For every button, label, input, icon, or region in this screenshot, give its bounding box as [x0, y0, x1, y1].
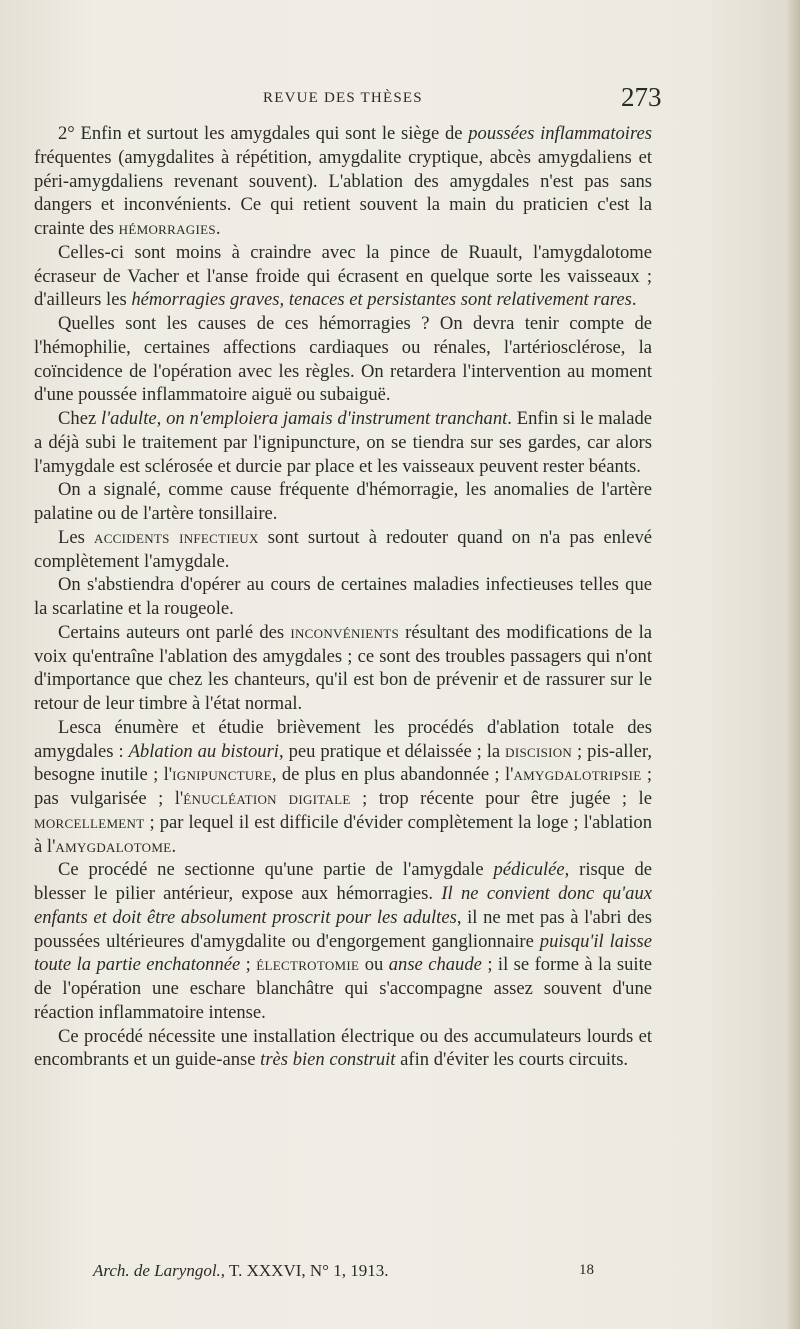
text-run: . Enfin si le malade a déjà subi le traitement par l'ignipuncture, on se tiendra sur ses gardes, car alors l'amygdale est sclérosée et durcie par place et les vaisseaux peuvent rester béants. — [34, 408, 652, 477]
italic-run: l'adulte, on n'emploiera jamais d'instrument tranchant — [101, 408, 508, 429]
smallcaps-run: électrotomie — [256, 954, 360, 976]
smallcaps-run: hémorragies — [118, 218, 216, 239]
text-run: . — [171, 835, 177, 857]
italic-run: pédiculée — [493, 859, 565, 881]
paragraph — [34, 478, 652, 526]
text-run: sont surtout à redouter quand on n'a pas enlevé complètement l'amygdale. — [34, 526, 652, 572]
text-run: , de plus en plus abandonnée ; l' — [271, 764, 514, 786]
smallcaps-run: discision — [505, 740, 573, 762]
paragraph — [34, 526, 652, 574]
paragraph — [34, 122, 652, 241]
text-run: . — [631, 289, 637, 311]
page-number: 273 — [621, 82, 662, 112]
italic-run: Il ne convient donc qu'aux enfants et doit être absolument proscrit pour les adultes — [34, 883, 652, 928]
italic-run: puisqu'il laisse toute la partie enchatonnée — [34, 930, 652, 976]
paragraph — [34, 573, 652, 621]
italic-run: hémorragies graves, tenaces et persistantes sont relativement rares — [131, 289, 632, 311]
smallcaps-run: amygdalotripsie — [513, 764, 642, 786]
smallcaps-run: accidents infectieux — [94, 526, 259, 548]
text-run: ; — [240, 954, 257, 976]
paragraph — [34, 1025, 652, 1073]
citation-volume: T. XXXVI, N° 1, 1913. — [225, 1261, 389, 1280]
text-run: , il ne met pas à l'abri des poussées ultérieures d'amygdalite ou d'engorgement ganglionnaire — [34, 906, 652, 952]
text-run: fréquentes (amygdalites à répétition, amygdalite cryptique, abcès amygdaliens et péri-amygdaliens revenant souvent). L'ablation des amygdales n'est pas sans dangers et inconvénients. Ce qui retient souvent la main du praticien c'est la crainte des — [34, 146, 652, 239]
italic-run: très bien construit — [260, 1049, 396, 1071]
paragraph — [34, 312, 652, 407]
text-run: Ce procédé nécessite une installation électrique ou des accumulateurs lourds et encombrants et un guide-anse — [34, 1025, 652, 1071]
italic-run: poussées inflammatoires — [468, 123, 652, 144]
text-run: Celles-ci sont moins à craindre avec la pince de Ruault, l'amygdalotome écraseur de Vacher et l'anse froide qui écrasent en quelque sorte les vaisseaux ; d'ailleurs les — [34, 241, 652, 311]
text-run: ou — [359, 954, 389, 976]
text-run: , peu pratique et délaissée ; la — [278, 740, 506, 762]
paragraph — [34, 407, 652, 478]
text-run: ; par lequel il est difficile d'évider complètement la loge ; l'ablation à l' — [34, 811, 652, 857]
text-run: Chez — [58, 408, 102, 429]
text-run: , risque de blesser le pilier antérieur, expose aux hémorragies. — [34, 859, 652, 904]
text-run: On s'abstiendra d'opérer au cours de certaines maladies infectieuses telles que la scarlatine et la rougeole. — [34, 574, 652, 619]
smallcaps-run: morcellement — [34, 811, 145, 833]
paragraph — [34, 241, 652, 312]
page-footer — [93, 1261, 613, 1281]
paragraph — [34, 716, 652, 859]
sheet-signature: 18 — [579, 1262, 594, 1278]
italic-run: Ablation au bistouri — [128, 740, 279, 762]
text-run: ; pas vulgarisée ; l' — [34, 764, 652, 809]
text-run: Certains auteurs ont parlé des — [58, 621, 291, 643]
paragraph — [34, 858, 652, 1024]
smallcaps-run: ignipuncture — [172, 764, 272, 786]
page-header — [0, 82, 800, 116]
text-run: Les — [58, 526, 94, 548]
text-run: ; pis-aller, besogne inutile ; l' — [34, 740, 652, 786]
citation-journal: Arch. de Laryngol., — [93, 1261, 226, 1280]
text-run: ; il se forme à la suite de l'opération une eschare blanchâtre qui s'accompagne assez souvent d'une réaction inflammatoire intense. — [34, 954, 652, 1023]
text-run: afin d'éviter les courts circuits. — [395, 1049, 629, 1071]
text-run: . — [215, 218, 221, 239]
text-run: On a signalé, comme cause fréquente d'hémorragie, les anomalies de l'artère palatine ou de l'artère tonsillaire. — [34, 479, 652, 524]
text-run: Quelles sont les causes de ces hémorragies ? On devra tenir compte de l'hémophilie, certaines affections cardiaques ou rénales, l'artériosclérose, la coïncidence de l'opération avec les règles. On retardera l'intervention au moment d'une poussée inflammatoire aiguë ou subaiguë. — [34, 313, 652, 406]
text-run: ; trop récente pour être jugée ; le — [350, 788, 652, 809]
paragraph — [34, 621, 652, 716]
text-run: résultant des modifications de la voix qu'entraîne l'ablation des amygdales ; ce sont des troubles passagers qui n'ont d'importance que chez les chanteurs, qu'il est bon de prévenir et de rassurer sur le retour de leur timbre à l'état normal. — [34, 621, 652, 714]
smallcaps-run: amygdalotome — [55, 835, 172, 857]
text-run: Ce procédé ne sectionne qu'une partie de l'amygdale — [58, 859, 494, 881]
article-body — [34, 122, 652, 1072]
text-run: Lesca énumère et étudie brièvement les procédés d'ablation totale des amygdales : — [34, 716, 652, 762]
smallcaps-run: énucléation digitale — [183, 788, 351, 809]
smallcaps-run: inconvénients — [290, 621, 399, 643]
running-title: REVUE DES THÈSES — [263, 90, 423, 106]
italic-run: anse chaude — [388, 954, 482, 976]
text-run: 2° Enfin et surtout les amygdales qui sont le siège de — [58, 123, 469, 144]
